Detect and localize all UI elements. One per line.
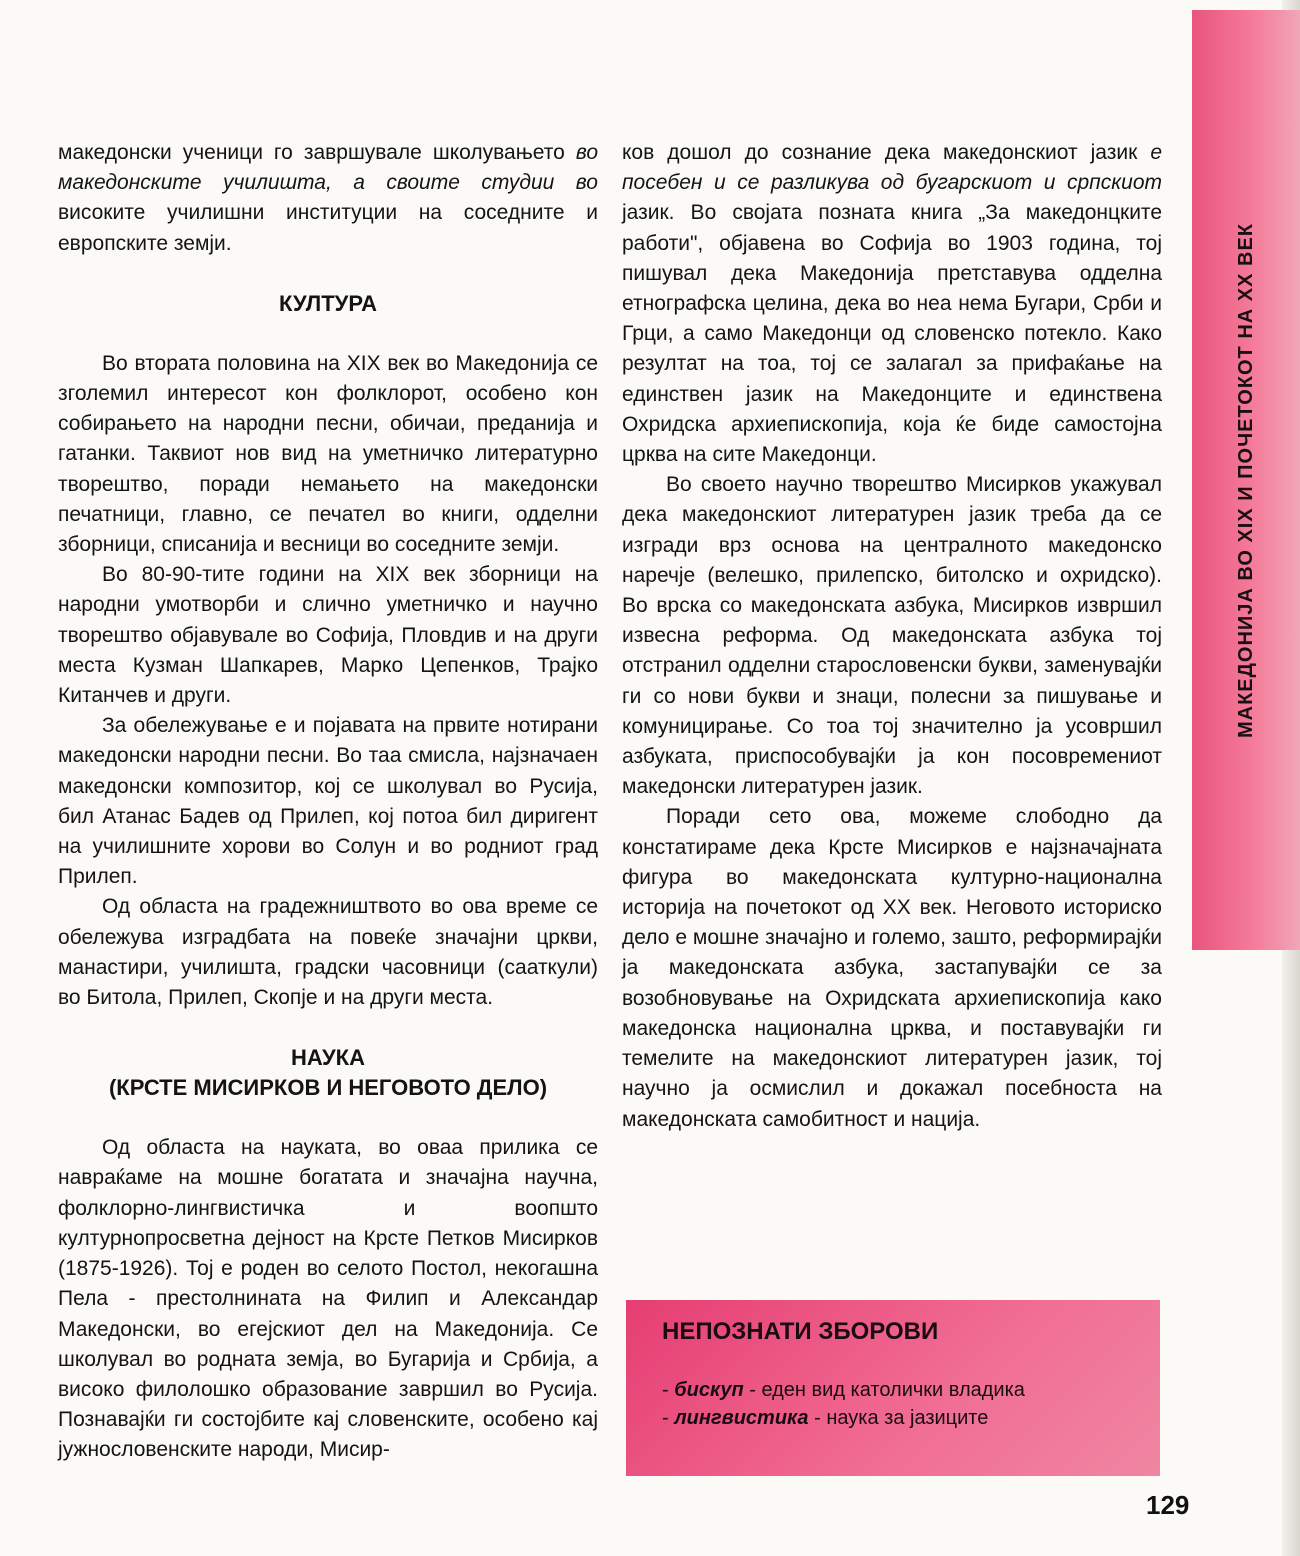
language-paragraph: Во своето научно творештво Мисирков укажувал дека македонскиот литературен јазик треба да се изгради врз основа на централното македонско наречје (велешко, прилепско, битолско и охридско). Во врска со македонската азбука, Мисирков извршил извесна реформа. Од македонската азбука тој отстранил одделни старословенски букви, заменувајќи ги со нови букви и знаци, полесни за пишување и комуницирање. Со тоа тој значително ја усовршил азбуката, приспособувајќи ја кон посовремениот македонски литературен јазик. <box>622 473 1162 799</box>
unknown-words-box <box>626 1300 1160 1476</box>
glossary-term: лингвистика <box>674 1407 809 1429</box>
misirkov-text-1: ков дошол до сознание дека македонскиот јазик <box>622 141 1151 164</box>
unknown-words-title: НЕПОЗНАТИ ЗБОРОВИ <box>662 1318 939 1345</box>
culture-paragraph: Од областа на градежништвото во ова време се обележува изградбата на повеќе значајни цркви, манастири, училишта, градски часовници (сааткули) во Битола, Прилеп, Скопје и на други места. <box>58 895 598 1010</box>
glossary-term: бискуп <box>674 1379 744 1401</box>
glossary-definition: - еден вид католички владика <box>743 1379 1025 1401</box>
misirkov-paragraph <box>622 138 1162 470</box>
chapter-side-tab-title: МАКЕДОНИЈА ВО XIX И ПОЧЕТОКОТ НА XX ВЕК <box>1234 222 1257 738</box>
glossary-item <box>662 1376 1025 1404</box>
culture-paragraph: Во 80-90-тите години на XIX век зборници на народни умотворби и слично уметничко и научно творештво објавувале во Софија, Пловдив и на други места Кузман Шапкарев, Марко Цепенков, Трајко Китанчев и други. <box>58 563 598 708</box>
culture-paragraph: За обележување е и појавата на првите нотирани македонски народни песни. Во таа смисла, најзначаен македонски композитор, кој се школувал во Русија, бил Атанас Бадев од Прилеп, кој потоа бил диригент на училишните хорови во Солун и во родниот град Прилеп. <box>58 714 598 889</box>
conclusion-paragraph: Поради сето ова, можеме слободно да констатираме дека Крсте Мисирков е најзначајната фигура во македонската културно-национална историја на почетокот од XX век. Неговото историско дело е мошне значајно и големо, зашто, реформирајќи ја македонската азбука, застапувајќи се за возобновување на Охридската архиепископија како македонска национална црква, и поставувајќи ги темелите на македонскиот литературен јазик, тој научно ја осмислил и докажал посебноста на македонската самобитност и нација. <box>622 805 1162 1131</box>
right-column <box>622 138 1162 1135</box>
glossary-dash: - <box>662 1407 675 1429</box>
chapter-side-tab-label-wrap <box>1192 10 1300 950</box>
intro-text-3: високите училишни институции на соседните и европските земји. <box>58 201 598 255</box>
intro-text-1: македонски ученици го завршувале школувањето <box>58 141 576 164</box>
science-paragraph: Од областа на науката, во оваа прилика се навраќаме на мошне богатата и значајна научна, фолклорно-лингвистичка и воопшто културнопросветна дејност на Крсте Петков Мисирков (1875-1926). Тој е роден во селото Постол, некогашна Пела - престолнината на Филип и Александар Македонски, во егејскиот дел на Македонија. Се школувал во родната земја, во Бугарија и Србија, а високо филолошко образование завршил во Русија. Познавајќи ги состојбите кај словенските, особено кај јужнословенските народи, Мисир- <box>58 1136 598 1462</box>
misirkov-text-italic: е посебен и се разликува од бугарскиот и српскиот <box>622 141 1162 195</box>
intro-paragraph <box>58 138 598 259</box>
glossary-definition: - наука за јазиците <box>808 1407 989 1429</box>
culture-paragraph: Во втората половина на XIX век во Македонија се зголемил интересот кон фолклорот, особено кон собирањето на народни песни, обичаи, преданија и гатанки. Таквиот нов вид на уметничко литературно творештво, поради немањето на македонски печатници, главно, се печател во книги, одделни зборници, списанија и весници во соседните земји. <box>58 351 598 557</box>
intro-text-italic: во македонските училишта, а своите студии во <box>58 141 598 195</box>
glossary-dash: - <box>662 1379 675 1401</box>
culture-heading: КУЛТУРА <box>278 290 377 316</box>
misirkov-text-3: јазик. Во својата позната книга „За македонцките работи", објавена во Софија во 1903 година, тој пишувал дека Македонија претставува одделна етнографска целина, дека во неа нема Бугари, Срби и Грци, а само Македонци од словенско потекло. Како резултат на тоа, тој се залагал за прифаќање на единствен јазик на Македонците и единствена Охридска архиепископија, која ќе биде самостојна црква на сите Македонци. <box>622 201 1162 467</box>
science-heading: НАУКА <box>291 1045 365 1071</box>
page-number: 129 <box>1146 1490 1190 1520</box>
science-subheading: (КРСТЕ МИСИРКОВ И НЕГОВОТО ДЕЛО) <box>108 1075 548 1101</box>
glossary-item <box>662 1404 1025 1432</box>
unknown-words-list <box>662 1376 1025 1432</box>
left-column <box>58 138 598 1466</box>
